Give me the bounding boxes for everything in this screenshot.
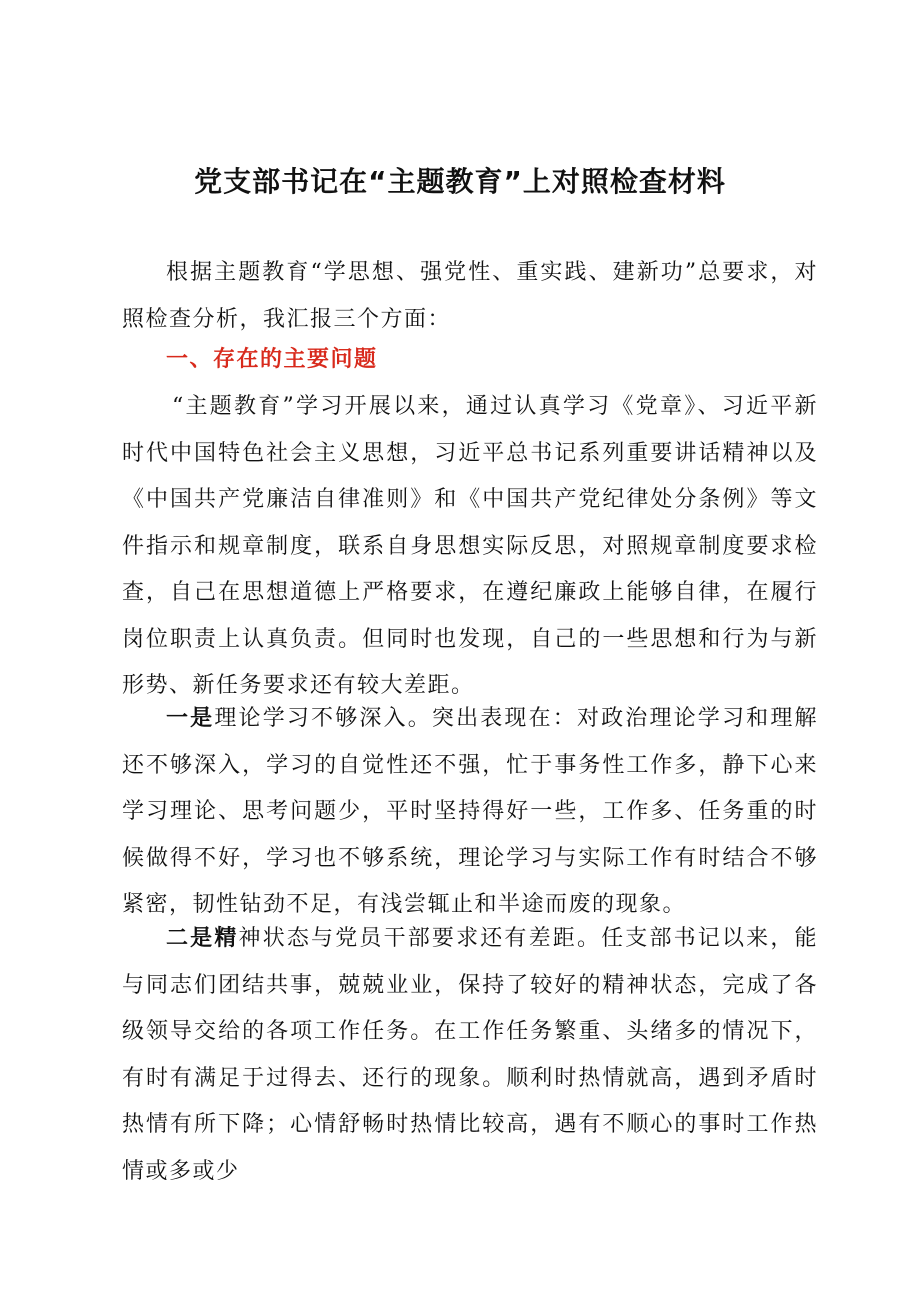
point-one-lead: 一是 xyxy=(166,706,215,731)
point-two-text: 神状态与党员干部要求还有差距。任支部书记以来，能与同志们团结共事，兢兢业业，保持了较好的精神状态，完成了各级领导交给的各项工作任务。在工作任务繁重、头绪多的情况下，有时有满足于过得去、还行的现象。顺利时热情就高，遇到矛盾时热情有所下降；心情舒畅时热情比较高，遇有不顺心的事时工作热情或多或少 xyxy=(122,926,818,1184)
point-two-lead: 二是精 xyxy=(166,926,239,951)
section-heading-main-problems: 一、存在的主要问题 xyxy=(166,347,378,372)
document-title: 党支部书记在“主题教育”上对照检查材料 xyxy=(194,165,726,198)
intro-paragraph: 根据主题教育“学思想、强党性、重实践、建新功”总要求，对照检查分析，我汇报三个方面： xyxy=(122,260,818,332)
point-two-paragraph xyxy=(122,916,818,1195)
point-one-paragraph xyxy=(122,696,818,929)
point-one-text: 理论学习不够深入。突出表现在：对政治理论学习和理解还不够深入，学习的自觉性还不强，忙于事务性工作多，静下心来学习理论、思考问题少，平时坚持得好一些，工作多、任务重的时候做得不好，学习也不够系统，理论学习与实际工作有时结合不够紧密，韧性钻劲不足，有浅尝辄止和半途而废的现象。 xyxy=(122,706,818,917)
section-paragraph: “主题教育”学习开展以来，通过认真学习《党章》、习近平新时代中国特色社会主义思想，习近平总书记系列重要讲话精神以及《中国共产党廉洁自律准则》和《中国共产党纪律处分条例》等文件指示和规章制度，联系自身思想实际反思，对照规章制度要求检查，自己在思想道德上严格要求，在遵纪廉政上能够自律，在履行岗位职责上认真负责。但同时也发现，自己的一些思想和行为与新形势、新任务要求还有较大差距。 xyxy=(122,394,818,698)
